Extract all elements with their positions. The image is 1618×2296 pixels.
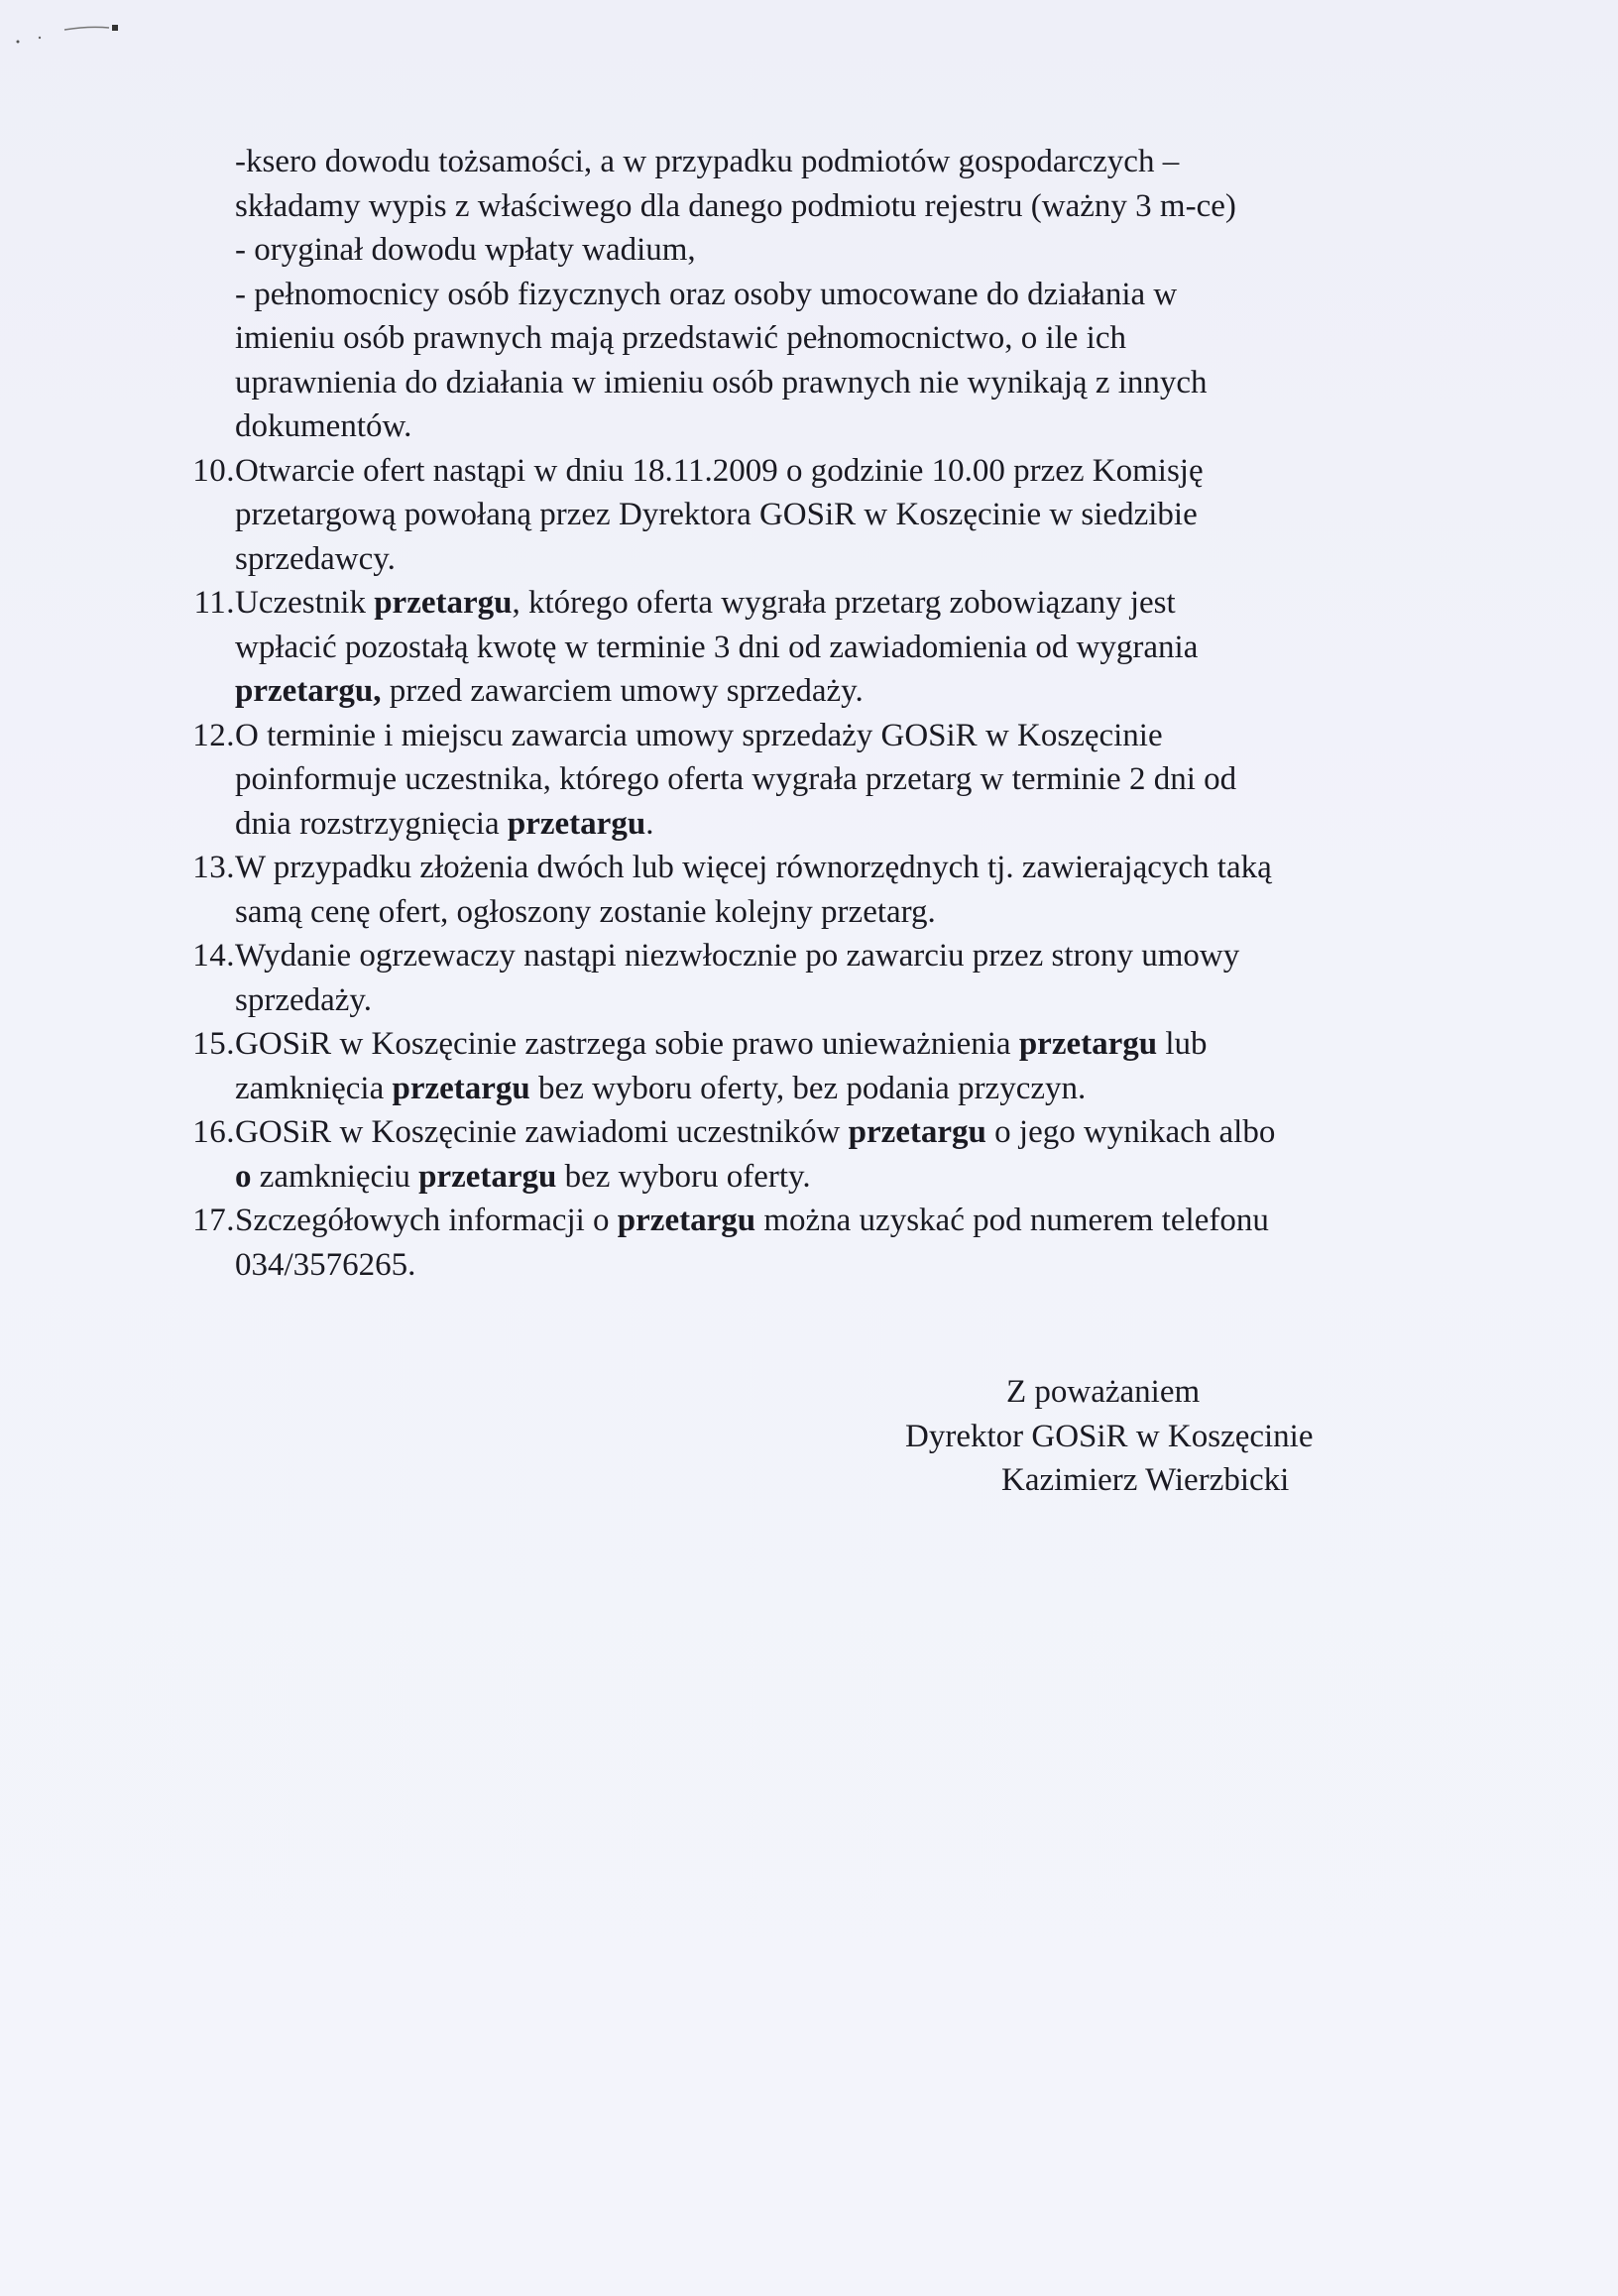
- list-item: [192, 1022, 1445, 1110]
- list-item-line: [235, 890, 1445, 935]
- text-segment: samą cenę ofert, ogłoszony zostanie kolejny przetarg.: [235, 893, 936, 930]
- bold-text-segment: przetargu: [507, 805, 646, 842]
- list-item: [192, 1110, 1445, 1199]
- signature-title: Dyrektor GOSiR w Koszęcinie: [905, 1418, 1314, 1454]
- text-segment: poinformuje uczestnika, którego oferta wygrała przetarg w terminie 2 dni od: [235, 761, 1237, 797]
- intro-line: imieniu osób prawnych mają przedstawić pełnomocnictwo, o ile ich: [235, 320, 1126, 356]
- bold-text-segment: przetargu: [1018, 1026, 1158, 1062]
- list-item-number: 14.: [192, 938, 235, 974]
- bold-text-segment: o: [235, 1158, 252, 1195]
- signature-closing: Z poważaniem: [1006, 1374, 1201, 1410]
- text-segment: można uzyskać pod numerem telefonu: [755, 1203, 1269, 1238]
- text-segment: bez wyboru oferty, bez podania przyczyn.: [529, 1070, 1087, 1106]
- intro-line: -ksero dowodu tożsamości, a w przypadku podmiotów gospodarczych –: [235, 144, 1180, 179]
- scan-blot: [112, 25, 118, 31]
- list-item-line: [235, 1243, 1445, 1288]
- text-segment: bez wyboru oferty.: [556, 1158, 811, 1195]
- bold-text-segment: przetargu: [617, 1203, 756, 1238]
- text-segment: o jego wynikach albo: [985, 1114, 1276, 1150]
- intro-line: - oryginał dowodu wpłaty wadium,: [235, 232, 696, 268]
- list-item-number: 16.: [192, 1114, 235, 1150]
- bold-text-segment: przetargu: [418, 1158, 557, 1195]
- list-item-line: [235, 978, 1445, 1023]
- text-segment: Wydanie ogrzewaczy nastąpi niezwłocznie po zawarciu przez strony umowy: [235, 938, 1240, 974]
- text-segment: przed zawarciem umowy sprzedaży.: [381, 673, 864, 709]
- list-item-line: [235, 449, 1445, 494]
- list-item: [192, 934, 1445, 1022]
- list-item-line: [235, 626, 1445, 670]
- scan-stroke: [64, 27, 109, 30]
- bold-text-segment: przetargu: [374, 585, 513, 621]
- text-segment: lub: [1157, 1026, 1208, 1062]
- text-segment: , którego oferta wygrała przetarg zobowiązany jest: [512, 585, 1176, 621]
- text-segment: zamknięcia: [235, 1070, 393, 1106]
- bold-text-segment: przetargu: [392, 1070, 530, 1106]
- scan-dot: [39, 37, 41, 39]
- text-segment: GOSiR w Koszęcinie zawiadomi uczestników: [235, 1114, 849, 1150]
- list-item-number: 11.: [193, 585, 235, 621]
- list-item: [192, 846, 1445, 934]
- list-item-line: [235, 493, 1445, 537]
- text-segment: przetargową powołaną przez Dyrektora GOSiR w Koszęcinie w siedzibie: [235, 497, 1198, 532]
- list-item-line: [235, 537, 1445, 582]
- list-item-line: [235, 846, 1445, 890]
- list-item-line: [235, 1022, 1445, 1067]
- list-item-number: 13.: [192, 850, 235, 885]
- list-item: [193, 581, 1445, 714]
- text-segment: 034/3576265.: [235, 1246, 416, 1283]
- list-item-line: [235, 1155, 1445, 1200]
- required-documents-paragraph: [235, 140, 1445, 449]
- list-item-line: [235, 714, 1445, 758]
- intro-line: składamy wypis z właściwego dla danego podmiotu rejestru (ważny 3 m-ce): [235, 187, 1236, 224]
- list-item: [192, 1199, 1445, 1287]
- list-item: [192, 714, 1445, 847]
- list-item: [192, 449, 1445, 582]
- list-item-number: 10.: [192, 452, 235, 489]
- bold-text-segment: przetargu,: [235, 673, 382, 709]
- text-segment: W przypadku złożenia dwóch lub więcej równorzędnych tj. zawierających taką: [235, 850, 1272, 885]
- list-item-line: [235, 802, 1445, 847]
- intro-line: - pełnomocnicy osób fizycznych oraz osoby umocowane do działania w: [235, 276, 1178, 312]
- text-segment: Uczestnik: [235, 585, 375, 621]
- letter-body: [192, 140, 1445, 1287]
- list-item-line: [235, 669, 1445, 714]
- list-item-line: [235, 1067, 1445, 1111]
- intro-line: dokumentów.: [235, 408, 412, 444]
- text-segment: O terminie i miejscu zawarcia umowy sprzedaży GOSiR w Koszęcinie: [235, 717, 1163, 753]
- scan-artifact-mark: [10, 18, 119, 48]
- bold-text-segment: przetargu: [848, 1114, 986, 1150]
- text-segment: sprzedaży.: [235, 981, 373, 1018]
- list-item-number: 15.: [192, 1026, 235, 1062]
- text-segment: .: [645, 805, 654, 842]
- text-segment: GOSiR w Koszęcinie zastrzega sobie prawo unieważnienia: [235, 1026, 1019, 1062]
- scan-dot: [17, 41, 20, 44]
- intro-line: uprawnienia do działania w imieniu osób prawnych nie wynikają z innych: [235, 364, 1208, 401]
- list-item-line: [235, 757, 1445, 802]
- text-segment: zamknięciu: [251, 1158, 419, 1195]
- text-segment: Szczegółowych informacji o: [235, 1203, 618, 1238]
- list-item-line: [235, 934, 1445, 978]
- list-item-line: [235, 1199, 1445, 1243]
- text-segment: sprzedawcy.: [235, 540, 396, 577]
- numbered-conditions-list: [192, 449, 1445, 1288]
- list-item-line: [235, 1110, 1445, 1155]
- text-segment: wpłacić pozostałą kwotę w terminie 3 dni od zawiadomienia od wygrania: [235, 629, 1199, 665]
- text-segment: dnia rozstrzygnięcia: [235, 805, 508, 842]
- list-item-number: 17.: [192, 1203, 235, 1238]
- text-segment: Otwarcie ofert nastąpi w dniu 18.11.2009 o godzinie 10.00 przez Komisję: [235, 452, 1204, 489]
- signature-block: [892, 1370, 1447, 1503]
- list-item-number: 12.: [192, 717, 235, 753]
- signature-name: Kazimierz Wierzbicki: [1001, 1462, 1290, 1498]
- list-item-line: [235, 581, 1445, 626]
